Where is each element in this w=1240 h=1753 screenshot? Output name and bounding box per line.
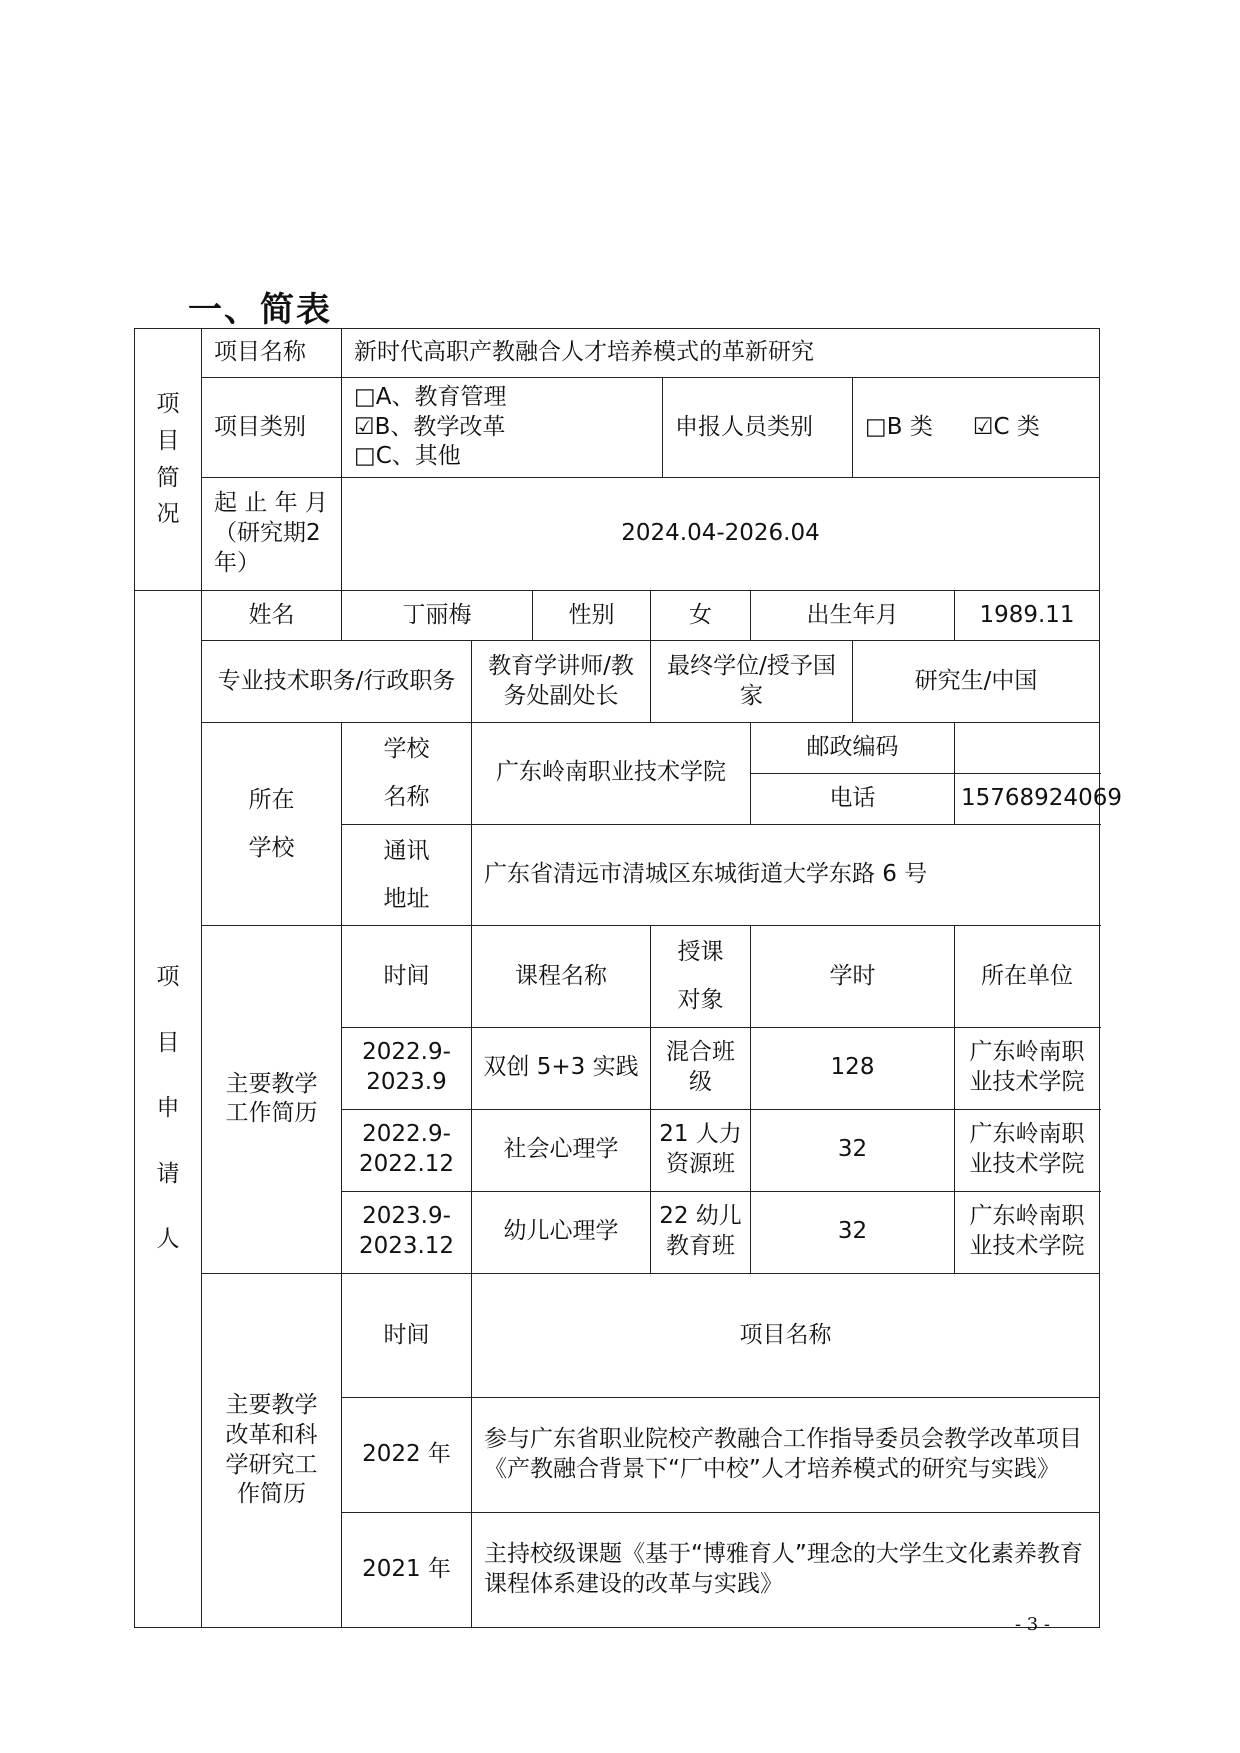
project-name-row <box>135 329 1100 378</box>
category-option-c[interactable]: □C、其他 <box>354 443 461 470</box>
project-period-value: 2024.04-2026.04 <box>342 478 1100 591</box>
birth-value: 1989.11 <box>955 591 1100 641</box>
phone-value: 15768924069 <box>955 773 1100 824</box>
teaching-unit: 广东岭南职业技术学院 <box>955 1027 1100 1109</box>
project-name-value: 新时代高职产教融合人才培养模式的革新研究 <box>342 329 1100 378</box>
project-category-label: 项目类别 <box>202 378 342 478</box>
research-header-row <box>135 1273 1100 1398</box>
postcode-label: 邮政编码 <box>751 723 955 774</box>
applicant-type-label: 申报人员类别 <box>663 378 853 478</box>
project-category-row <box>135 378 1100 478</box>
page-number: - 3 - <box>1014 1614 1050 1635</box>
address-label: 通讯地址 <box>342 824 472 926</box>
teaching-audience: 混合班级 <box>651 1027 751 1109</box>
title-value: 教育学讲师/教务处副处长 <box>472 641 651 723</box>
applicant-side-label: 项目申请人 <box>135 591 202 1628</box>
teaching-course: 社会心理学 <box>472 1109 651 1191</box>
postcode-value <box>955 723 1100 774</box>
research-project: 参与广东省职业院校产教融合工作指导委员会教学改革项目《产教融合背景下“厂中校”人才培养模式的研究与实践》 <box>472 1398 1100 1513</box>
teaching-unit: 广东岭南职业技术学院 <box>955 1191 1100 1273</box>
degree-value: 研究生/中国 <box>853 641 1100 723</box>
title-label: 专业技术职务/行政职务 <box>202 641 472 723</box>
teaching-time: 2022.9-2023.9 <box>342 1027 472 1109</box>
address-value: 广东省清远市清城区东城街道大学东路 6 号 <box>472 824 1100 926</box>
project-category-options <box>342 378 663 478</box>
school-row-1 <box>135 723 1100 774</box>
overview-side-label: 项目简况 <box>135 329 202 591</box>
applicant-name-label: 姓名 <box>202 591 342 641</box>
project-period-row <box>135 478 1100 591</box>
teaching-unit: 广东岭南职业技术学院 <box>955 1109 1100 1191</box>
research-label: 主要教学改革和科学研究工作简历 <box>202 1273 342 1628</box>
teaching-header-row <box>135 926 1100 1028</box>
teaching-header-course: 课程名称 <box>472 926 651 1028</box>
applicant-name-value: 丁丽梅 <box>342 591 533 641</box>
teaching-audience: 22 幼儿教育班 <box>651 1191 751 1273</box>
teaching-hours: 32 <box>751 1109 955 1191</box>
teaching-hours: 128 <box>751 1027 955 1109</box>
degree-label: 最终学位/授予国家 <box>651 641 853 723</box>
birth-label: 出生年月 <box>751 591 955 641</box>
school-name-label: 学校名称 <box>342 723 472 825</box>
teaching-time: 2022.9-2022.12 <box>342 1109 472 1191</box>
category-option-a[interactable]: □A、教育管理 <box>354 383 507 410</box>
teaching-header-hours: 学时 <box>751 926 955 1028</box>
teaching-header-audience: 授课对象 <box>651 926 751 1028</box>
applicant-type-option-b[interactable]: □B 类 <box>865 413 933 440</box>
school-label: 所在学校 <box>202 723 342 926</box>
teaching-time: 2023.9-2023.12 <box>342 1191 472 1273</box>
applicant-basic-row <box>135 591 1100 641</box>
research-project: 主持校级课题《基于“博雅育人”理念的大学生文化素养教育课程体系建设的改革与实践》 <box>472 1513 1100 1628</box>
applicant-type-option-c[interactable]: ☑C 类 <box>972 413 1040 440</box>
project-name-label: 项目名称 <box>202 329 342 378</box>
applicant-title-row <box>135 641 1100 723</box>
phone-label: 电话 <box>751 773 955 824</box>
teaching-course: 双创 5+3 实践 <box>472 1027 651 1109</box>
category-option-b[interactable]: ☑B、教学改革 <box>354 413 506 440</box>
research-header-time: 时间 <box>342 1273 472 1398</box>
section-title: 一、简表 <box>188 290 332 330</box>
school-name-value: 广东岭南职业技术学院 <box>472 723 751 825</box>
research-time: 2021 年 <box>342 1513 472 1628</box>
applicant-type-options <box>853 378 1100 478</box>
summary-table <box>134 328 1122 1628</box>
research-header-project: 项目名称 <box>472 1273 1100 1398</box>
gender-value: 女 <box>651 591 751 641</box>
teaching-label: 主要教学工作简历 <box>202 926 342 1274</box>
project-period-label: 起 止 年 月（研究期2年） <box>202 478 342 591</box>
teaching-hours: 32 <box>751 1191 955 1273</box>
teaching-audience: 21 人力资源班 <box>651 1109 751 1191</box>
teaching-header-time: 时间 <box>342 926 472 1028</box>
teaching-course: 幼儿心理学 <box>472 1191 651 1273</box>
research-time: 2022 年 <box>342 1398 472 1513</box>
gender-label: 性别 <box>533 591 651 641</box>
teaching-header-unit: 所在单位 <box>955 926 1100 1028</box>
